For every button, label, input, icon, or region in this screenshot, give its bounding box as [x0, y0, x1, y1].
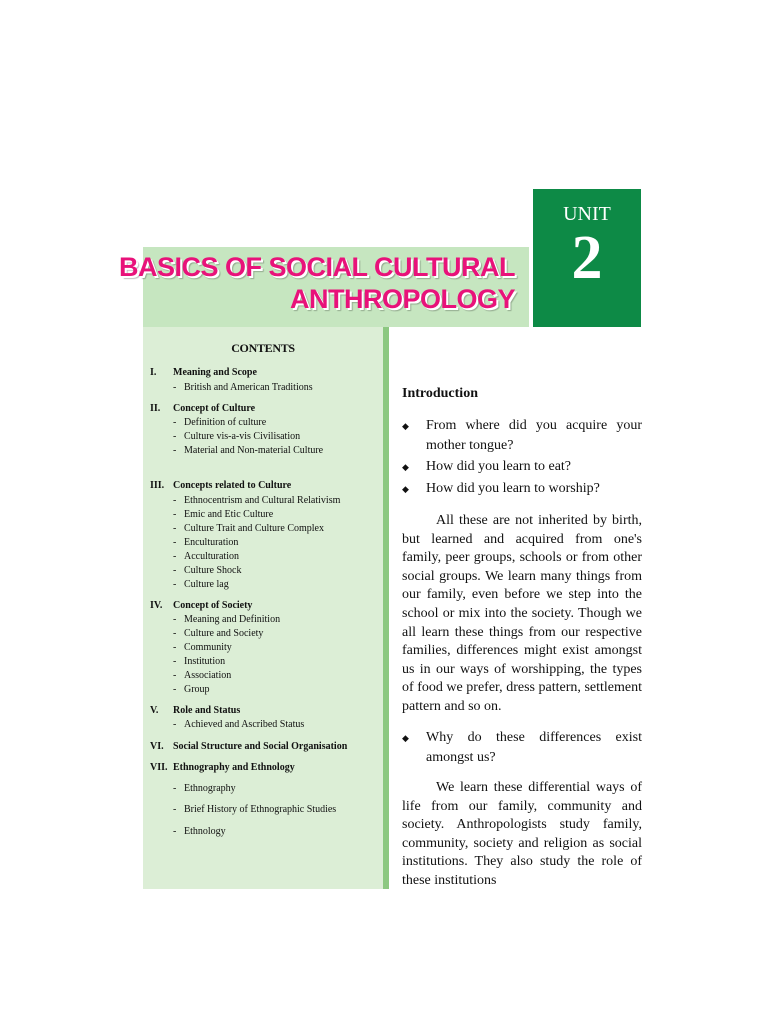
contents-item: - Brief History of Ethnographic Studies — [173, 804, 337, 815]
contents-item: - Community — [173, 642, 232, 653]
diamond-bullet-icon: ◆ — [402, 484, 409, 494]
contents-item: - Culture Trait and Culture Complex — [173, 523, 324, 534]
contents-item: - Definition of culture — [173, 417, 267, 428]
contents-item: - Enculturation — [173, 537, 239, 548]
contents-item: - Association — [173, 670, 232, 681]
unit-number: 2 — [571, 224, 603, 292]
question-item: ◆ How did you learn to worship? — [402, 479, 642, 499]
contents-item: - Material and Non-material Culture — [173, 445, 324, 456]
contents-item: - Acculturation — [173, 551, 239, 562]
diamond-bullet-icon: ◆ — [402, 421, 409, 431]
contents-section-v: V. Role and Status — [150, 705, 241, 716]
contents-heading: CONTENTS — [231, 341, 295, 355]
introduction-heading: Introduction — [402, 386, 478, 401]
unit-title-line-2: ANTHROPOLOGY — [289, 284, 515, 314]
contents-section-iii: III. Concepts related to Culture — [150, 480, 292, 491]
unit-badge — [533, 189, 641, 327]
contents-section-vi: VI. Social Structure and Social Organisation — [150, 741, 348, 752]
unit-label: UNIT — [563, 203, 611, 225]
diamond-bullet-icon: ◆ — [402, 462, 409, 472]
body-paragraph-2: We learn these differential ways of life from our family, community and society. Anthropologists study family, community, society and religion as social institutions. They also study the role of these institutions — [402, 780, 642, 888]
contents-section-iv: IV. Concept of Society — [150, 600, 253, 611]
contents-section-vii: VII. Ethnography and Ethnology — [150, 762, 295, 773]
question-item: ◆ Why do these differences exist amongst us? — [402, 730, 642, 765]
contents-section-i: I. Meaning and Scope — [150, 367, 257, 378]
contents-item: - British and American Traditions — [173, 382, 313, 393]
contents-item: - Achieved and Ascribed Status — [173, 719, 305, 730]
contents-item: - Group — [173, 684, 210, 695]
contents-item: - Institution — [173, 656, 226, 667]
contents-item: - Culture and Society — [173, 628, 264, 639]
question-item: ◆ From where did you acquire your mother tongue? — [402, 418, 642, 453]
contents-item: - Culture Shock — [173, 565, 242, 576]
contents-item: - Meaning and Definition — [173, 614, 281, 625]
contents-panel — [143, 327, 383, 889]
diamond-bullet-icon: ◆ — [402, 733, 409, 743]
contents-item: - Culture vis-a-vis Civilisation — [173, 431, 301, 442]
unit-title-line-1: BASICS OF SOCIAL CULTURAL — [119, 252, 515, 282]
contents-item: - Ethnology — [173, 826, 226, 837]
contents-item: - Ethnocentrism and Cultural Relativism — [173, 495, 341, 506]
contents-item: - Culture lag — [173, 579, 229, 590]
contents-item: - Ethnography — [173, 783, 236, 794]
title-band — [119, 247, 529, 327]
contents-item: - Emic and Etic Culture — [173, 509, 274, 520]
contents-section-ii: II. Concept of Culture — [150, 403, 256, 414]
body-paragraph-1: All these are not inherited by birth, but learned and acquired from one's family, peer groups, schools or from other social groups. We learn many things from our family, even before we step into the school or mix into the society. Though we all learn these things from our respective families, differences might exist amongst us in our ways of worshipping, the types of food we prefer, dress pattern, settlement pattern and so on. — [402, 513, 642, 714]
question-item: ◆ How did you learn to eat? — [402, 457, 642, 477]
contents-divider — [383, 327, 389, 889]
